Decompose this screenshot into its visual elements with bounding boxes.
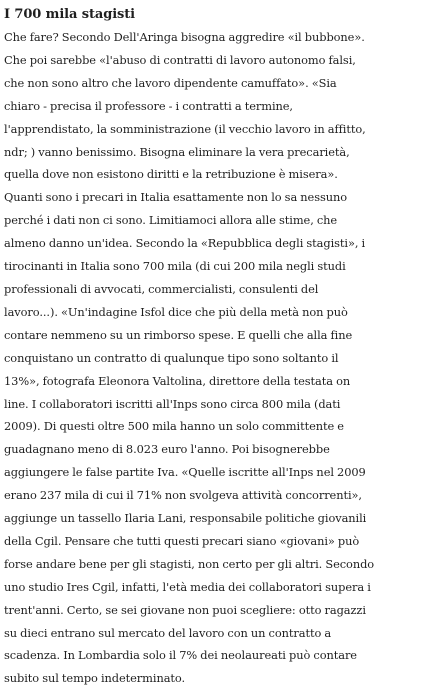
body-line: tirocinanti in Italia sono 700 mila (di cui 200 mila negli studi: [4, 259, 346, 274]
body-line: Che poi sarebbe «l'abuso di contratti di lavoro autonomo falsi,: [4, 52, 356, 67]
body-line: della Cgil. Pensare che tutti questi precari siano «giovani» può: [4, 533, 360, 548]
article-body: [4, 26, 424, 690]
body-line: line. I collaboratori iscritti all'Inps sono circa 800 mila (dati: [4, 396, 341, 411]
body-line: forse andare bene per gli stagisti, non certo per gli altri. Secondo: [4, 556, 375, 571]
body-line: perché i dati non ci sono. Limitiamoci allora alle stime, che: [4, 213, 338, 228]
body-line: quella dove non esistono diritti e la retribuzione è misera».: [4, 167, 338, 182]
body-line: subito sul tempo indeterminato.: [4, 671, 186, 686]
body-line: 2009). Di questi oltre 500 mila hanno un solo committente e: [4, 419, 344, 434]
article-title: I 700 mila stagisti: [4, 7, 135, 22]
body-line: almeno danno un'idea. Secondo la «Repubblica degli stagisti», i: [4, 236, 366, 251]
body-line: trent'anni. Certo, se sei giovane non puoi scegliere: otto ragazzi: [4, 602, 366, 617]
body-line: ndr; ) vanno benissimo. Bisogna eliminare la vera precarietà,: [4, 144, 350, 159]
body-line: guadagnano meno di 8.023 euro l'anno. Poi bisognerebbe: [4, 442, 330, 457]
body-line: contare nemmeno su un rimborso spese. E quelli che alla fine: [4, 327, 353, 342]
body-line: scadenza. In Lombardia solo il 7% dei neolaureati può contare: [4, 648, 357, 663]
body-line: erano 237 mila di cui il 71% non svolgeva attività concorrenti»,: [4, 488, 362, 503]
body-line: Che fare? Secondo Dell'Aringa bisogna aggredire «il bubbone».: [4, 30, 365, 44]
body-line: conquistano un contratto di qualunque tipo sono soltanto il: [4, 350, 339, 365]
body-line: chiaro - precisa il professore - i contratti a termine,: [4, 98, 293, 113]
body-line: su dieci entrano sul mercato del lavoro con un contratto a: [4, 625, 332, 640]
body-line: aggiunge un tassello Ilaria Lani, responsabile politiche giovanili: [4, 511, 367, 526]
body-line: l'apprendistato, la somministrazione (il vecchio lavoro in affitto,: [4, 121, 366, 136]
body-line: uno studio Ires Cgil, infatti, l'età media dei collaboratori supera i: [4, 579, 371, 594]
body-line: professionali di avvocati, commercialisti, consulenti del: [4, 281, 319, 296]
body-line: Quanti sono i precari in Italia esattamente non lo sa nessuno: [4, 190, 348, 205]
body-line: lavoro...). «Un'indagine Isfol dice che più della metà non può: [4, 304, 348, 319]
body-line: che non sono altro che lavoro dipendente camuffato». «Sia: [4, 75, 337, 90]
body-line: 13%», fotografa Eleonora Valtolina, direttore della testata on: [4, 373, 351, 388]
body-line: aggiungere le false partite Iva. «Quelle iscritte all'Inps nel 2009: [4, 465, 366, 480]
